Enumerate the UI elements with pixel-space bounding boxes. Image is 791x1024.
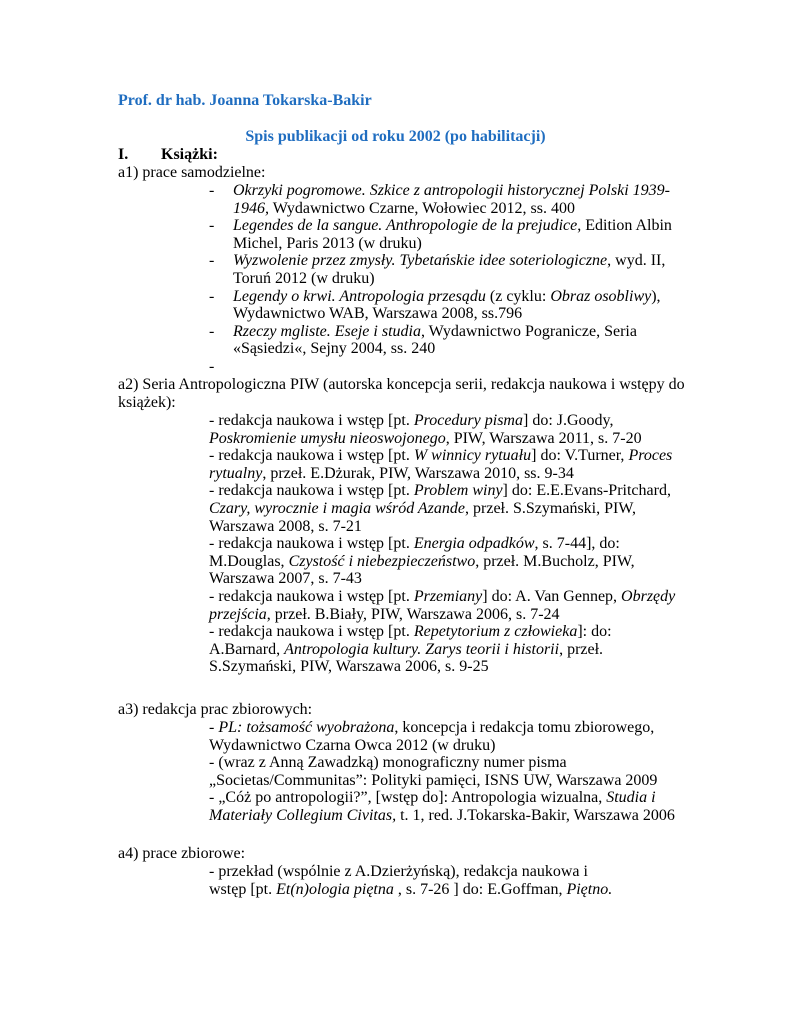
list-item: - redakcja naukowa i wstęp [pt. Procedury pisma] do: J.Goody, Poskromienie umysłu nieoswojonego, PIW, Warszawa 2011, s. 7-20 bbox=[209, 412, 642, 447]
a4-list bbox=[209, 863, 709, 898]
list-item: - redakcja naukowa i wstęp [pt. Repetytorium z człowieka]: do: A.Barnard, Antropologia kultury. Zarys teorii i historii, przeł. S.Szymański, PIW, Warszawa 2006, s. 9-25 bbox=[209, 623, 612, 676]
list-item: - Legendy o krwi. Antropologia przesądu (z cyklu: Obraz osobliwy), Wydawnictwo WAB, Warszawa 2008, ss.796 bbox=[209, 288, 669, 323]
a4-label: a4) prace zbiorowe: bbox=[118, 845, 246, 862]
empty-dash: - bbox=[209, 357, 215, 375]
section-heading-books bbox=[118, 146, 218, 164]
a2-list bbox=[209, 412, 709, 676]
list-item: - Okrzyki pogromowe. Szkice z antropologii historycznej Polski 1939- 1946, Wydawnictwo Czarne, Wołowiec 2012, ss. 400 bbox=[209, 182, 669, 217]
list-item: - Rzeczy mgliste. Eseje i studia, Wydawnictwo Pogranicze, Seria «Sąsiedzi«, Sejny 2004, ss. 240 bbox=[209, 323, 669, 358]
list-item: - redakcja naukowa i wstęp [pt. Energia odpadków, s. 7-44], do: M.Douglas, Czystość i niebezpieczeństwo, przeł. M.Bucholz, PIW, Warszawa 2007, s. 7-43 bbox=[209, 535, 635, 588]
a1-list bbox=[209, 182, 672, 376]
a1-label: a1) prace samodzielne: bbox=[118, 164, 266, 181]
list-item: - przekład (wspólnie z A.Dzierżyńską), redakcja naukowa i wstęp [pt. Et(n)ologia piętna , s. 7-26 ] do: E.Goffman, Piętno. bbox=[209, 863, 613, 898]
a3-list bbox=[209, 719, 709, 825]
list-item: - (wraz z Anną Zawadzką) monograficzny numer pisma „Societas/Communitas”: Polityki pamięci, ISNS UW, Warszawa 2009 bbox=[209, 754, 658, 789]
section-title: Książki: bbox=[161, 146, 218, 163]
a3-label: a3) redakcja prac zbiorowych: bbox=[118, 701, 313, 718]
author-name: Prof. dr hab. Joanna Tokarska-Bakir bbox=[118, 92, 372, 109]
document-subtitle: Spis publikacji od roku 2002 (po habilitacji) bbox=[245, 128, 546, 145]
section-number: I. bbox=[118, 146, 129, 163]
list-item: - „Cóż po antropologii?”, [wstęp do]: Antropologia wizualna, Studia i Materiały Collegium Civitas, t. 1, red. J.Tokarska-Bakir, Warszawa 2006 bbox=[209, 789, 675, 824]
list-item: - Wyzwolenie przez zmysły. Tybetańskie idee soteriologiczne, wyd. II, Toruń 2012 (w druku) bbox=[209, 252, 669, 287]
list-item: - redakcja naukowa i wstęp [pt. Przemiany] do: A. Van Gennep, Obrzędy przejścia, przeł. B.Biały, PIW, Warszawa 2006, s. 7-24 bbox=[209, 587, 676, 623]
list-item: - redakcja naukowa i wstęp [pt. W winnicy rytuału] do: V.Turner, Proces rytualny, przeł. E.Dżurak, PIW, Warszawa 2010, ss. 9-34 bbox=[209, 447, 673, 482]
list-item: - PL: tożsamość wyobrażona, koncepcja i redakcja tomu zbiorowego, Wydawnictwo Czarna Owca 2012 (w druku) bbox=[209, 719, 655, 754]
list-item: - Legendes de la sangue. Anthropologie de la prejudice, Edition Albin Michel, Paris 2013 (w druku) bbox=[209, 217, 669, 252]
list-item: - redakcja naukowa i wstęp [pt. Problem winy] do: E.E.Evans-Pritchard, Czary, wyrocznie i magia wśród Azande, przeł. S.Szymański, PIW, Warszawa 2008, s. 7-21 bbox=[209, 482, 671, 535]
a2-label: a2) Seria Antropologiczna PIW (autorska koncepcja serii, redakcja naukowa i wstępy do książek): bbox=[118, 376, 685, 411]
